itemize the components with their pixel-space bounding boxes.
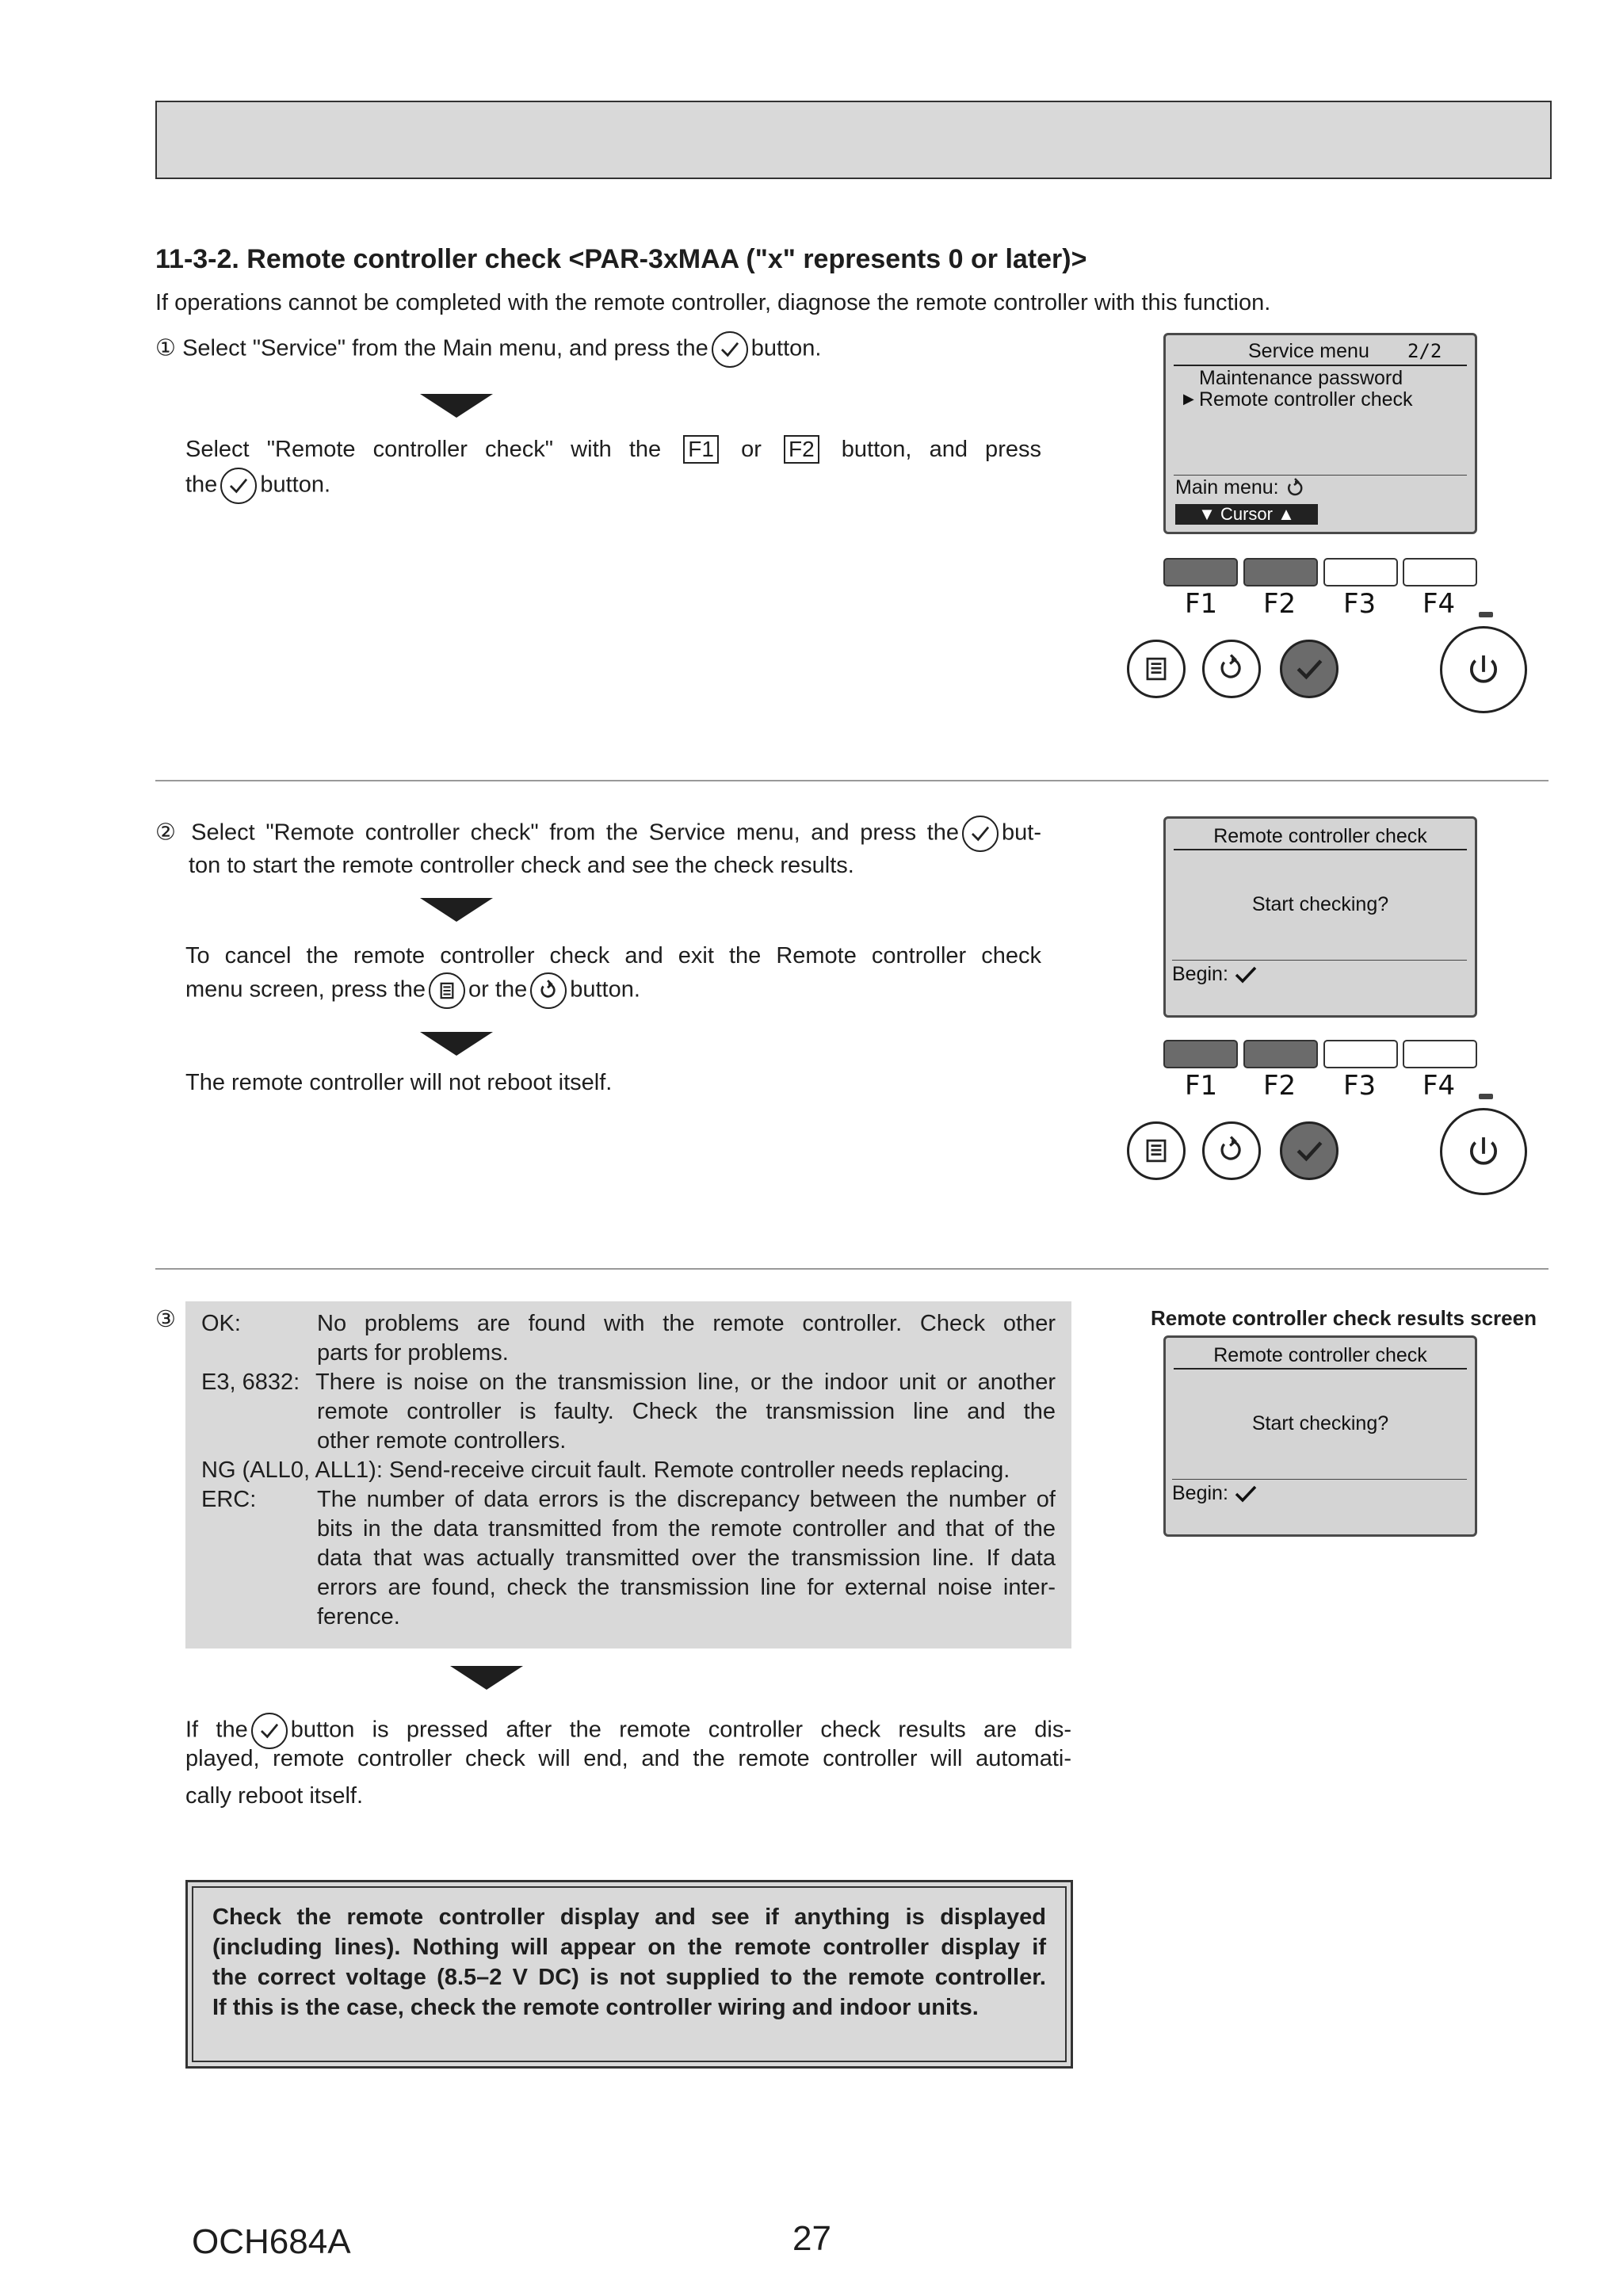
step3-after-line2: played, remote controller check will end, and the remote controller will automati- xyxy=(185,1746,1071,1771)
down-arrow xyxy=(420,898,493,922)
power-led xyxy=(1479,1094,1493,1099)
power-button[interactable] xyxy=(1440,626,1527,713)
lcd-prompt: Start checking? xyxy=(1251,893,1389,915)
section-title: 11-3-2. Remote controller check <PAR-3xMAA ("x" represents 0 or later)> xyxy=(155,244,1087,274)
step1-line1: ① Select "Service" from the Main menu, and press the button. xyxy=(155,331,821,368)
f4-label: F4 xyxy=(1423,1070,1456,1102)
return-button[interactable] xyxy=(1202,640,1261,698)
f1-button[interactable] xyxy=(1163,558,1238,586)
step1-line3: the button. xyxy=(185,468,330,504)
f3-label: F3 xyxy=(1343,588,1377,620)
check-icon xyxy=(962,816,999,852)
lcd-begin: Begin: xyxy=(1172,963,1258,986)
menu-icon xyxy=(429,972,465,1009)
step2-number: ② xyxy=(155,819,181,846)
lcd-remote-check xyxy=(1163,816,1477,1018)
result-desc-erc-5: ference. xyxy=(317,1604,400,1629)
result-desc-erc-2: bits in the data transmitted from the remote controller and that of the xyxy=(317,1516,1056,1541)
f3-label: F3 xyxy=(1343,1070,1377,1102)
step2-line1: ② Select "Remote controller check" from the Service menu, and press the but- xyxy=(155,816,1041,852)
f2-button[interactable] xyxy=(1243,558,1318,586)
lcd-main-menu-label: Main menu: xyxy=(1175,476,1305,499)
step2-cancel-line1: To cancel the remote controller check and exit the Remote controller check xyxy=(185,943,1041,968)
result-code-ng: NG (ALL0, ALL1): xyxy=(201,1457,383,1483)
return-icon xyxy=(1285,478,1305,499)
lcd-title: Remote controller check xyxy=(1213,1344,1427,1366)
return-icon xyxy=(1205,1124,1258,1178)
lcd-menu-item-selected: Remote controller check xyxy=(1199,388,1413,411)
page-number: 27 xyxy=(792,2219,831,2258)
f2-button[interactable] xyxy=(1243,1040,1318,1068)
cursor-down-icon: ▼ xyxy=(1198,504,1216,524)
f3-button[interactable] xyxy=(1323,1040,1398,1068)
header-bar xyxy=(155,101,1552,179)
result-desc-ok-1: No problems are found with the remote controller. Check other xyxy=(317,1311,1056,1336)
result-desc-e3-1: There is noise on the transmission line, or the indoor unit or another xyxy=(315,1370,1056,1395)
lcd-page: 2/2 xyxy=(1407,340,1442,362)
result-desc-e3-3: other remote controllers. xyxy=(317,1428,567,1454)
step3-number: ③ xyxy=(155,1307,176,1332)
return-button[interactable] xyxy=(1202,1121,1261,1180)
result-desc-erc-1: The number of data errors is the discrepancy between the number of xyxy=(317,1487,1056,1512)
results-screen-caption: Remote controller check results screen xyxy=(1151,1306,1537,1330)
return-icon xyxy=(530,972,567,1009)
f1-button[interactable] xyxy=(1163,1040,1238,1068)
power-icon xyxy=(1442,1110,1525,1193)
menu-icon xyxy=(1129,1124,1183,1178)
select-button[interactable] xyxy=(1280,640,1338,698)
check-icon xyxy=(1282,1124,1336,1178)
check-icon xyxy=(1282,642,1336,696)
step2-no-reboot: The remote controller will not reboot itself. xyxy=(185,1070,613,1095)
cursor-arrow-icon: ▶ xyxy=(1183,391,1194,407)
section-divider xyxy=(155,1268,1549,1270)
result-code-erc: ERC: xyxy=(201,1487,257,1512)
down-arrow xyxy=(420,394,493,418)
power-button[interactable] xyxy=(1440,1108,1527,1195)
notice-line: Check the remote controller display and see if anything is displayed xyxy=(212,1904,1046,1930)
check-icon xyxy=(1234,965,1258,984)
step1-line2: Select "Remote controller check" with the F1 or F2 button, and press xyxy=(185,437,1041,462)
results-box xyxy=(185,1301,1071,1648)
notice-line: If this is the case, check the remote controller wiring and indoor units. xyxy=(212,1995,979,2020)
notice-inner xyxy=(192,1886,1067,2062)
notice-box xyxy=(185,1880,1073,2069)
f4-button[interactable] xyxy=(1403,558,1477,586)
check-icon xyxy=(712,331,748,368)
lcd-begin: Begin: xyxy=(1172,1482,1258,1505)
result-desc-erc-3: data that was actually transmitted over the transmission line. If data xyxy=(317,1545,1056,1571)
down-arrow xyxy=(420,1032,493,1056)
notice-line: (including lines). Nothing will appear on the remote controller display if xyxy=(212,1935,1046,1960)
lcd-prompt: Start checking? xyxy=(1251,1412,1389,1435)
f1-key-label: F1 xyxy=(683,435,719,464)
menu-button[interactable] xyxy=(1127,640,1186,698)
notice-line: the correct voltage (8.5–2 V DC) is not supplied to the remote controller. xyxy=(212,1965,1046,1990)
lcd-service-menu xyxy=(1163,333,1477,534)
result-desc-ok-2: parts for problems. xyxy=(317,1340,509,1366)
down-arrow xyxy=(450,1666,523,1690)
menu-icon xyxy=(1129,642,1183,696)
result-desc-erc-4: errors are found, check the transmission line for external noise inter- xyxy=(317,1575,1056,1600)
result-desc-ng: Send-receive circuit fault. Remote controller needs replacing. xyxy=(388,1457,1010,1483)
lcd-results-screen xyxy=(1163,1335,1477,1537)
result-desc-e3-2: remote controller is faulty. Check the transmission line and the xyxy=(317,1399,1056,1424)
f2-key-label: F2 xyxy=(784,435,819,464)
lcd-title: Service menu xyxy=(1248,340,1369,362)
f4-button[interactable] xyxy=(1403,1040,1477,1068)
power-led xyxy=(1479,612,1493,617)
step3-after-line1: If the button is pressed after the remote controller check results are dis- xyxy=(185,1713,1071,1749)
intro-text: If operations cannot be completed with the remote controller, diagnose the remote controller with this function. xyxy=(155,290,1271,315)
step2-line2: ton to start the remote controller check and see the check results. xyxy=(189,853,854,878)
check-icon xyxy=(1234,1484,1258,1503)
return-icon xyxy=(1205,642,1258,696)
f2-label: F2 xyxy=(1263,588,1296,620)
result-code-e3: E3, 6832: xyxy=(201,1370,300,1395)
lcd-title: Remote controller check xyxy=(1213,825,1427,847)
cursor-up-icon: ▲ xyxy=(1277,504,1295,524)
section-divider xyxy=(155,780,1549,781)
f1-label: F1 xyxy=(1185,588,1218,620)
f3-button[interactable] xyxy=(1323,558,1398,586)
menu-button[interactable] xyxy=(1127,1121,1186,1180)
result-ng xyxy=(201,1456,1010,1485)
lcd-menu-item: Maintenance password xyxy=(1199,367,1403,389)
f2-label: F2 xyxy=(1263,1070,1296,1102)
lcd-cursor-bar: ▼ Cursor ▲ xyxy=(1175,504,1318,525)
result-code-ok: OK: xyxy=(201,1311,241,1336)
power-icon xyxy=(1442,628,1525,711)
f4-label: F4 xyxy=(1423,588,1456,620)
check-icon xyxy=(220,468,257,504)
f1-label: F1 xyxy=(1185,1070,1218,1102)
step2-cancel-line2: menu screen, press the or the button. xyxy=(185,972,640,1009)
doc-code: OCH684A xyxy=(192,2222,351,2261)
select-button[interactable] xyxy=(1280,1121,1338,1180)
step1-number: ① xyxy=(155,335,176,361)
step3-after-line3: cally reboot itself. xyxy=(185,1783,364,1809)
